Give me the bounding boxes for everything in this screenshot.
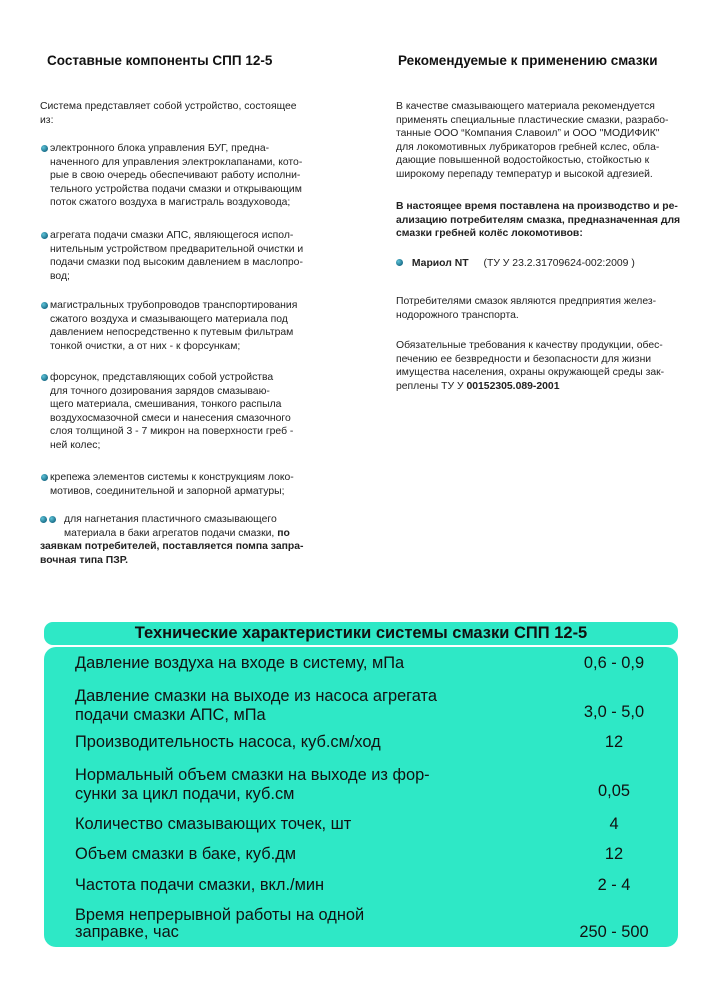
bullet-dot-icon: [41, 232, 48, 239]
requirements-text: Обязательные требования к качеству продукции, обес- печению ее безвредности и безопасности для жизни имущества населения, охраны окружающей среды зак- реплены ТУ У 00152305.089-2001: [396, 340, 665, 392]
row-label: Объем смазки в баке, куб.дм: [75, 845, 297, 863]
bullet-dot-icon: [49, 516, 56, 523]
row-value: 3,0 - 5,0: [583, 703, 645, 721]
lubricants-intro: В качестве смазывающего материала рекомендуется применять специальные пластические смазки, разрабо- танные ООО “Компания Славоил” и ООО "МОДИФИК" для локомотивных лубрикаторов гребней кслес, обла- дающие повышенной водостойкостью, стойкостью к широкому перепаду температур и высокой адгезией.: [396, 101, 669, 180]
components-heading: Составные компоненты СПП 12-5: [47, 53, 273, 68]
specs-title: Технические характеристики системы смазки СПП 12-5: [134, 624, 588, 642]
intro-text: Система представляет собой устройство, состоящее из:: [40, 101, 297, 126]
bullet-dot-icon: [40, 516, 47, 523]
specs-title-bar: [44, 622, 678, 645]
row-label: Нормальный объем смазки на выходе из фор- сунки за цикл подачи, куб.см: [75, 766, 430, 803]
row-label: Давление воздуха на входе в систему, мПа: [75, 654, 405, 672]
bullet-dot-icon: [41, 302, 48, 309]
component-item-pump: для нагнетания пластичного смазывающего материала в баки агрегатов подачи смазки, по заявкам потребителей, поставляется помпа запра- вочная типа ПЗР.: [40, 514, 304, 566]
product-line: [396, 257, 635, 271]
row-label: Количество смазывающих точек, шт: [75, 815, 352, 833]
row-value: 12: [604, 733, 624, 751]
row-value: 0,6 - 0,9: [583, 654, 645, 672]
row-label: Частота подачи смазки, вкл./мин: [75, 876, 325, 894]
consumers-text: Потребителями смазок являются предприятия желез- нодорожного транспорта.: [396, 296, 657, 321]
bullet-dot-icon: [41, 374, 48, 381]
components-intro: [40, 100, 330, 127]
row-value: 4: [609, 815, 619, 833]
row-value: 12: [604, 845, 624, 863]
row-value: 2 - 4: [597, 876, 631, 894]
component-item-pipelines: магистральных трубопроводов транспортирования сжатого воздуха и смазывающего материала под давлением непосредственно к путевым фильтрам тонкой очистки, а от них - к форсункам;: [40, 299, 330, 353]
bullet-dot-icon: [41, 474, 48, 481]
row-value: 250 - 500: [579, 923, 649, 941]
row-value: 0,05: [598, 782, 630, 800]
component-item-nozzles: форсунок, представляющих собой устройства для точного дозирования зарядов смазываю- щего материала, смешивания, тонкого распыла воздухосмазочной смеси и нанесения смазочного слоя толщиной 3 - 7 микрон на поверхности греб - ней колес;: [40, 371, 330, 453]
product-spec: (ТУ У 23.2.31709624-002:2009 ): [483, 258, 635, 269]
row-label: Время непрерывной работы на одной заправке, час: [75, 906, 365, 941]
row-label: Давление смазки на выходе из насоса агрегата подачи смазки АПС, мПа: [75, 687, 437, 724]
lubricants-production: В настоящее время поставлена на производство и ре- ализацию потребителям смазка, предназначенная для смазки гребней колёс локомотивов:: [396, 201, 681, 240]
tu-code: 00152305.089-2001: [466, 380, 560, 392]
lubricants-heading: Рекомендуемые к применению смазки: [398, 53, 658, 68]
specs-table: [44, 647, 678, 947]
product-name: Мариол NT: [411, 258, 469, 269]
bullet-dot-icon: [396, 259, 403, 266]
component-item-aps: агрегата подачи смазки АПС, являющегося испол- нительным устройством предварительной очистки и подачи смазки под высоким давлением в маслопро- вод;: [40, 229, 330, 283]
bullet-dot-icon: [41, 145, 48, 152]
component-item-bug: электронного блока управления БУГ, предна- наченного для управления электроклапанами, кото- рые в свою очередь обеспечивают работу исполни- тельного устройства подачи смазки и открывающим поток сжатого воздуха в магистраль воздуховода;: [40, 142, 330, 210]
row-label: Производительность насоса, куб.см/ход: [75, 733, 381, 751]
component-item-fasteners: крепежа элементов системы к конструкциям локо- мотивов, соединительной и запорной арматуры;: [40, 471, 330, 498]
